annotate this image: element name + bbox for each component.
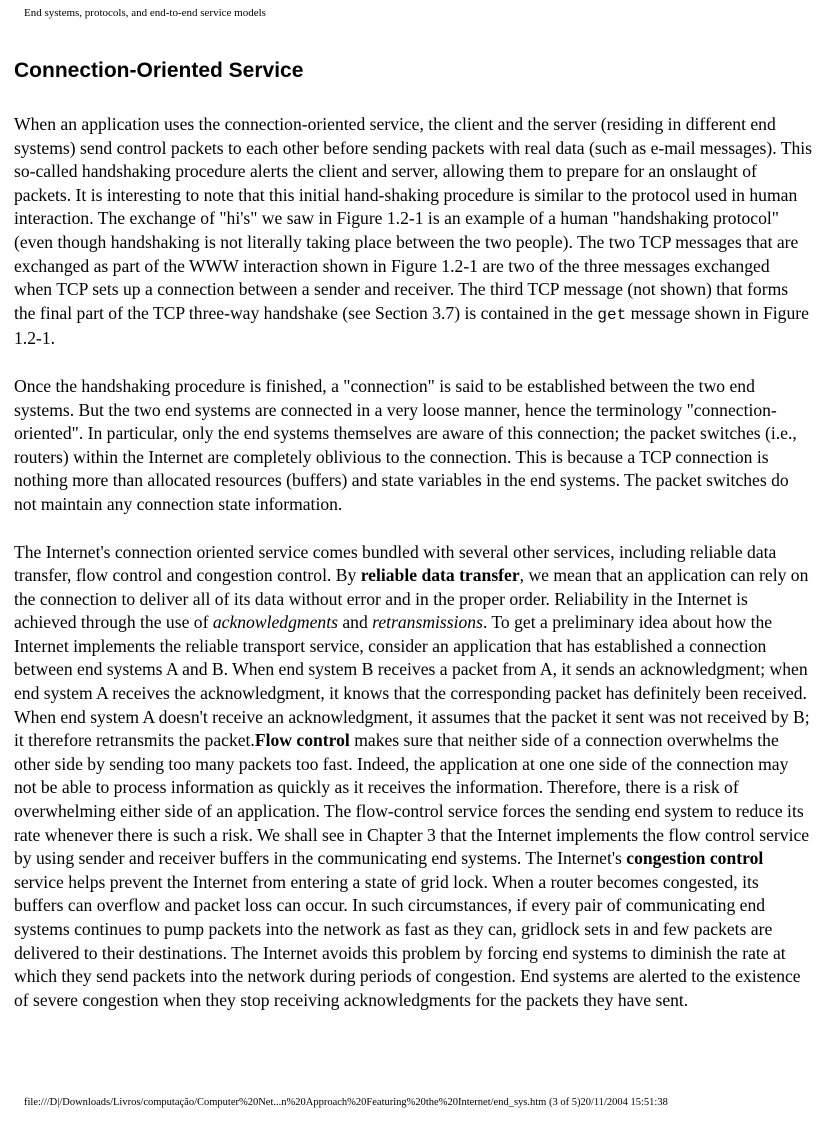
article-body bbox=[14, 113, 812, 1036]
page-header: End systems, protocols, and end-to-end service models bbox=[24, 7, 266, 19]
page-footer-path: file:///D|/Downloads/Livros/computação/Computer%20Net...n%20Approach%20Featuring%20the%20Internet/end_sys.htm (3 of 5)20/11/2004 15:51:38 bbox=[24, 1097, 668, 1108]
section-title: Connection-Oriented Service bbox=[14, 59, 304, 82]
p3-text-f: service helps prevent the Internet from entering a state of grid lock. When a router becomes congested, its buffers can overflow and packet loss can occur. In such circumstances, if every pair of communicating end systems continues to pump packets into the network as fast as they can, gridlock sets in and few packets are delivered to their destinations. The Internet avoids this problem by forcing end systems to diminish the rate at which they send packets into the network during periods of congestion. End systems are alerted to the existence of severe congestion when they stop receiving acknowledgments for the packets they have sent. bbox=[14, 871, 801, 1010]
term-retransmissions: retransmissions bbox=[372, 612, 483, 633]
p3-text-d: . To get a preliminary idea about how the Internet implements the reliable transport service, consider an application that has established a connection between end systems A and B. When end system B receives a packet from A, it sends an acknowledgment; when end system A receives the acknowledgment, it knows that the corresponding packet has definitely been received. When end system A doesn't receive an acknowledgment, it assumes that the packet it sent was not received by B; it therefore retransmits the packet. bbox=[14, 612, 810, 751]
p1-text-b: message shown in Figure 1.2-1. bbox=[14, 302, 809, 349]
term-acknowledgments: acknowledgments bbox=[212, 612, 338, 633]
get-code: get bbox=[597, 305, 627, 324]
paragraph-connection: Once the handshaking procedure is finished, a "connection" is said to be established between the two end systems. But the two end systems are connected in a very loose manner, hence the terminology "connection-oriented". In particular, only the end systems themselves are aware of this connection; the packet switches (i.e., routers) within the Internet are completely oblivious to the connection. This is because a TCP connection is nothing more than allocated resources (buffers) and state variables in the end systems. The packet switches do not maintain any connection state information. bbox=[14, 375, 797, 514]
term-reliable-data-transfer: reliable data transfer bbox=[360, 565, 520, 586]
p1-text-a: When an application uses the connection-oriented service, the client and the server (residing in different end systems) send control packets to each other before sending packets with real data (such as e-mail messages). This so-called handshaking procedure alerts the client and server, allowing them to prepare for an onslaught of packets. It is interesting to note that this initial hand-shaking procedure is similar to the protocol used in human interaction. The exchange of "hi's" we saw in Figure 1.2-1 is an example of a human "handshaking protocol" (even though handshaking is not literally taking place between the two people). The two TCP messages that are exchanged as part of the WWW interaction shown in Figure 1.2-1 are two of the three messages exchanged when TCP sets up a connection between a sender and receiver. The third TCP message (not shown) that forms the final part of the TCP three-way handshake (see Section 3.7) is contained in the bbox=[14, 114, 812, 323]
p3-text-a: The Internet's connection oriented service comes bundled with several other services, including reliable data transfer, flow control and congestion control. By bbox=[14, 541, 777, 586]
paragraph-services bbox=[14, 541, 812, 1013]
paragraph-handshaking bbox=[14, 113, 812, 351]
p3-text-e: makes sure that neither side of a connection overwhelms the other side by sending too many packets too fast. Indeed, the application at one one side of the connection may not be able to process information as quickly as it receives the information. Therefore, there is a risk of overwhelming either side of an application. The flow-control service forces the sending end system to reduce its rate whenever there is such a risk. We shall see in Chapter 3 that the Internet implements the flow control service by using sender and receiver buffers in the communicating end systems. The Internet's bbox=[14, 730, 810, 869]
p3-text-c: and bbox=[337, 612, 373, 633]
term-flow-control: Flow control bbox=[254, 730, 350, 751]
term-congestion-control: congestion control bbox=[626, 848, 764, 869]
p3-text-b: , we mean that an application can rely on the connection to deliver all of its data without error and in the proper order. Reliability in the Internet is achieved through the use of bbox=[14, 565, 809, 633]
